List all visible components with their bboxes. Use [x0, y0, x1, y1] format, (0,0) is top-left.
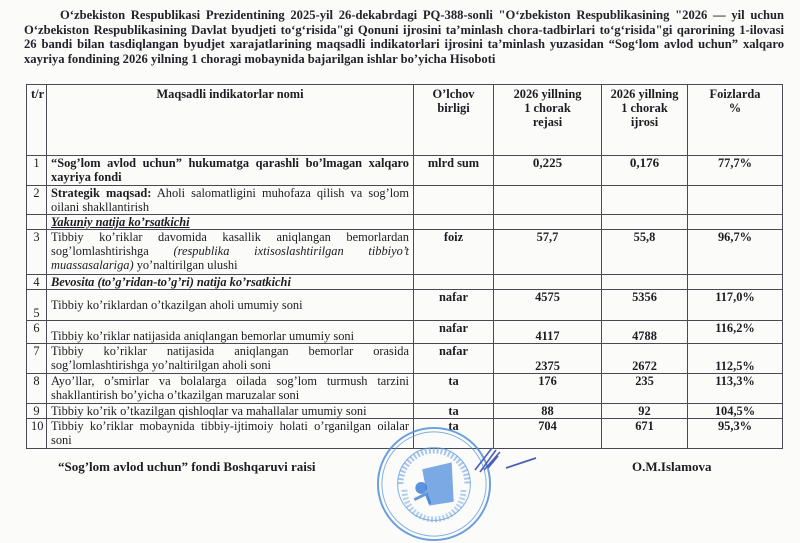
row-percent: 112,5%: [688, 344, 783, 374]
table-row: [27, 321, 783, 344]
row-actual: 55,8: [602, 230, 688, 275]
row-name: Tibbiy ko’riklar davomida kasallik aniqlangan bemorlardan sog’lomlashtirishga (respublika ixtisoslashtirilgan tibbiyo’t muassasalariga) yo’naltirilgan ulushi: [47, 230, 414, 275]
row-actual: 671: [602, 419, 688, 449]
signature-icon: [470, 440, 550, 480]
header-num: t/r: [27, 85, 47, 156]
row-plan: 704: [494, 419, 602, 449]
row-plan: [494, 186, 602, 215]
table-header-row: [27, 85, 783, 156]
row-percent: 95,3%: [688, 419, 783, 449]
table-row: [27, 230, 783, 275]
row-num: 7: [27, 344, 47, 374]
row-name: Tibbiy ko’riklar natijasida aniqlangan bemorlar umumiy soni: [47, 321, 414, 344]
row-num: 6: [27, 321, 47, 344]
row-plan: 88: [494, 404, 602, 419]
header-unit: O’lchov birligi: [414, 85, 494, 156]
header-percent: Foizlarda %: [688, 85, 783, 156]
row-actual: [602, 186, 688, 215]
row-unit: nafar: [414, 290, 494, 321]
row-unit: foiz: [414, 230, 494, 275]
row-name: Tibbiy ko’riklar natijasida aniqlangan bemorlar orasida sog’lomlashtirishga yo’naltirilgan aholi soni: [47, 344, 414, 374]
row-num: 2: [27, 186, 47, 215]
row-actual: 0,176: [602, 156, 688, 186]
row-plan: 176: [494, 374, 602, 404]
table-row: [27, 374, 783, 404]
row-percent: 113,3%: [688, 374, 783, 404]
row-actual: 235: [602, 374, 688, 404]
header-actual: 2026 yillning 1 chorak ijrosi: [602, 85, 688, 156]
row-name: Tibbiy ko’rik o’tkazilgan qishloqlar va mahallalar umumiy soni: [47, 404, 414, 419]
row-num: 1: [27, 156, 47, 186]
row-num: [27, 215, 47, 230]
row-percent: 77,7%: [688, 156, 783, 186]
section-row: [27, 215, 783, 230]
row-num: 10: [27, 419, 47, 449]
row-name: “Sog’lom avlod uchun” hukumatga qarashli bo’lmagan xalqaro xayriya fondi: [47, 156, 414, 186]
row-num: 3: [27, 230, 47, 275]
row-percent: [688, 186, 783, 215]
section-title-direct: Bevosita (to’g’ridan-to’g’ri) natija ko’rsatkichi: [47, 275, 414, 290]
row-num: 4: [27, 275, 47, 290]
row-name: Strategik maqsad: Aholi salomatligini muhofaza qilish va sog’lom oilani shakllantirish: [47, 186, 414, 215]
row-name: Tibbiy ko’riklardan o’tkazilgan aholi umumiy soni: [47, 290, 414, 321]
header-plan: 2026 yillning 1 chorak rejasi: [494, 85, 602, 156]
row-percent: 104,5%: [688, 404, 783, 419]
row-actual: 4788: [602, 321, 688, 344]
table-row: [27, 156, 783, 186]
report-title: [24, 8, 784, 66]
indicators-table: [26, 84, 783, 449]
row-name: Ayo’llar, o’smirlar va bolalarga oilada sog’lom turmush tarzini shakllantirish bo’yicha o’tkazilgan maruzalar soni: [47, 374, 414, 404]
row-percent: 116,2%: [688, 321, 783, 344]
row-plan: 4575: [494, 290, 602, 321]
row-actual: 5356: [602, 290, 688, 321]
row-percent: 96,7%: [688, 230, 783, 275]
signatory-position: “Sog’lom avlod uchun” fondi Boshqaruvi raisi: [58, 459, 316, 474]
row-plan: 0,225: [494, 156, 602, 186]
row-num: 8: [27, 374, 47, 404]
row-actual: 2672: [602, 344, 688, 374]
row-name: Tibbiy ko’riklar mobaynida tibbiy-ijtimoiy holati o’rganilgan oilalar soni: [47, 419, 414, 449]
table-row: [27, 344, 783, 374]
row-unit: ta: [414, 374, 494, 404]
row-unit: [414, 186, 494, 215]
section-row: [27, 275, 783, 290]
row-percent: 117,0%: [688, 290, 783, 321]
table-row: [27, 290, 783, 321]
section-title-final: Yakuniy natija ko’rsatkichi: [47, 215, 414, 230]
row-unit: nafar: [414, 344, 494, 374]
row-unit: ta: [414, 419, 494, 449]
row-num: 5: [27, 290, 47, 321]
row-plan: 4117: [494, 321, 602, 344]
row-plan: 57,7: [494, 230, 602, 275]
table-row: [27, 186, 783, 215]
row-plan: 2375: [494, 344, 602, 374]
row-actual: 92: [602, 404, 688, 419]
header-name: Maqsadli indikatorlar nomi: [47, 85, 414, 156]
row-unit: nafar: [414, 321, 494, 344]
signatory-name: O.M.Islamova: [632, 459, 712, 474]
report-title-text: O‘zbekiston Respublikasi Prezidentining 2025-yil 26-dekabrdagi PQ-388-sonli "O‘zbekiston Respublikasining "2026 — yil uchun O‘zbekiston Respublikasining Davlat byudjeti to‘g‘risida"gi Qonuni ijrosini ta’minlash chora-tadbirlari to‘g‘risida"gi qarorining 1-ilovasi 26 bandi bilan tasdiqlangan byudjet xarajatlarining maqsadli indikatorlari ijrosini ta’minlash yuzasidan “Sog‘lom avlod uchun” xalqaro xayriya fondining 2026 yilning 1 choragi mobaynida bajarilgan ishlar bo’yicha Hisoboti: [24, 8, 784, 66]
row-unit: ta: [414, 404, 494, 419]
row-num: 9: [27, 404, 47, 419]
table-row: [27, 404, 783, 419]
row-unit: mlrd sum: [414, 156, 494, 186]
